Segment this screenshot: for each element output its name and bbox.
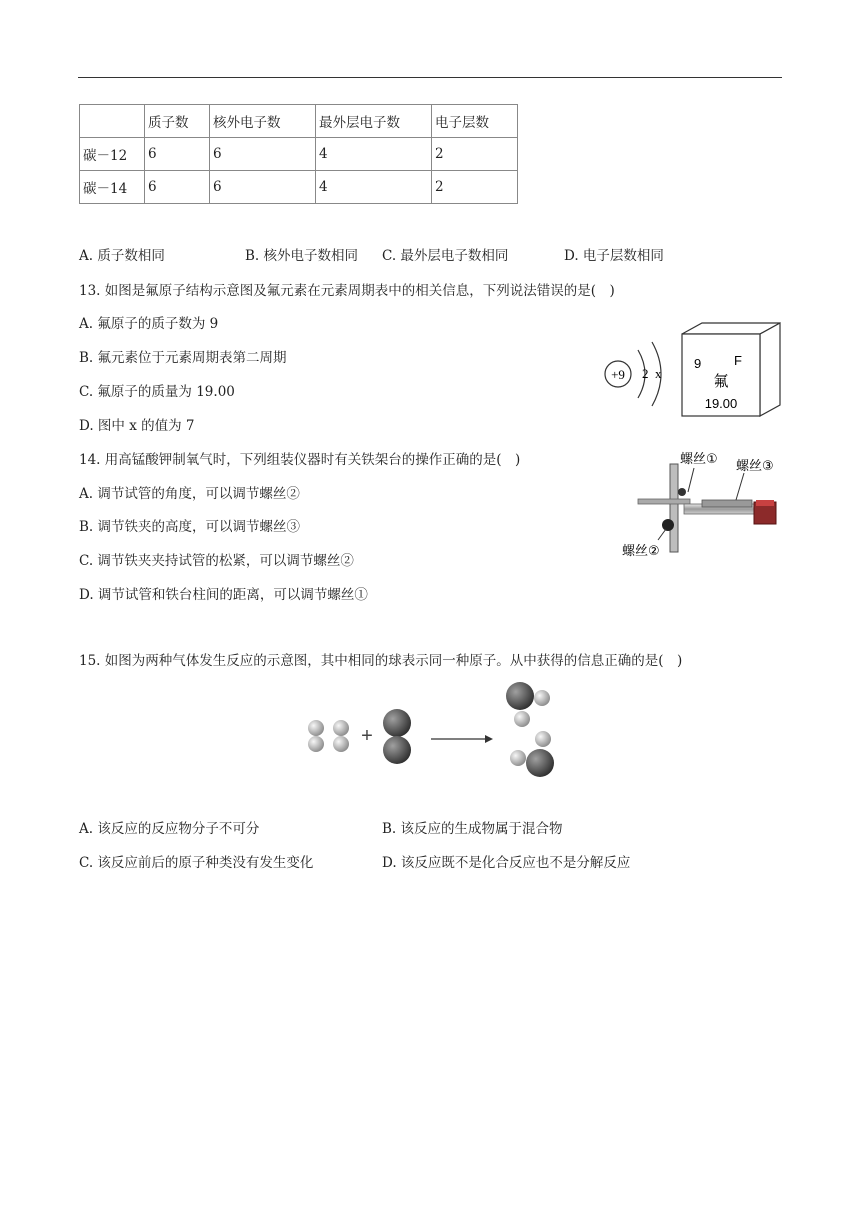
light-atom — [308, 736, 324, 752]
dark-atom — [383, 709, 411, 737]
q15-option-a: A. 该反应的反应物分子不可分 — [79, 821, 260, 837]
reactant-molecule — [333, 720, 349, 752]
table-row — [80, 138, 518, 171]
arrow-head — [485, 735, 493, 743]
screw2-pointer — [658, 529, 666, 540]
q12-option-b: B. 核外电子数相同 — [245, 248, 359, 264]
header-rule — [78, 77, 782, 78]
q13-option-d: D. 图中 x 的值为 7 — [79, 418, 195, 434]
q14-stem: 14. 用高锰酸钾制氧气时，下列组装仪器时有关铁架台的操作正确的是( ) — [79, 452, 521, 468]
light-atom — [333, 736, 349, 752]
periodic-table-cell — [682, 323, 780, 416]
atomic-number: 9 — [694, 356, 702, 371]
light-atom — [534, 690, 550, 706]
table-cell: 6 — [210, 171, 316, 204]
q12-option-a: A. 质子数相同 — [79, 248, 165, 264]
table-cell: 2 — [432, 171, 518, 204]
reactant-molecule — [383, 709, 411, 764]
table-cell: 碳－14 — [80, 171, 145, 204]
light-atom — [535, 731, 551, 747]
q14-option-b: B. 调节铁夹的高度，可以调节螺丝③ — [79, 519, 301, 535]
iron-stand-figure — [618, 448, 788, 564]
cell-side-face — [760, 323, 780, 416]
dark-atom — [506, 682, 534, 710]
q12-option-c: C. 最外层电子数相同 — [382, 248, 509, 264]
stopper-top — [756, 500, 774, 506]
q15-option-c: C. 该反应前后的原子种类没有发生变化 — [79, 855, 314, 871]
screw-knob — [662, 519, 674, 531]
atom-structure-diagram — [605, 342, 662, 406]
clamp-arm — [702, 500, 752, 507]
reaction-diagram — [300, 678, 562, 782]
screw-knob — [678, 488, 686, 496]
screw1-label: 螺丝① — [680, 452, 718, 467]
product-molecule — [510, 731, 554, 777]
fluorine-figure — [598, 320, 788, 420]
q14-option-a: A. 调节试管的角度，可以调节螺丝② — [79, 486, 300, 502]
atomic-mass: 19.00 — [704, 396, 738, 411]
element-symbol: F — [734, 353, 742, 368]
screw3-pointer — [736, 473, 744, 500]
shell-2-electrons: x — [655, 366, 662, 381]
table-cell: 6 — [145, 171, 210, 204]
rod-clamp — [638, 499, 690, 504]
table-cell: 6 — [210, 138, 316, 171]
table-cell: 6 — [145, 138, 210, 171]
q13-option-b: B. 氟元素位于元素周期表第二周期 — [79, 350, 287, 366]
table-header-cell: 核外电子数 — [210, 105, 316, 138]
light-atom — [333, 720, 349, 736]
table-row — [80, 171, 518, 204]
table-header-cell: 质子数 — [145, 105, 210, 138]
stand-rod — [670, 464, 678, 552]
table-cell: 4 — [316, 138, 432, 171]
light-atom — [514, 711, 530, 727]
table-cell: 碳－12 — [80, 138, 145, 171]
q12-option-d: D. 电子层数相同 — [564, 248, 664, 264]
isotope-table — [79, 104, 518, 204]
screw2-label: 螺丝② — [622, 544, 660, 559]
product-molecule — [506, 682, 550, 727]
screw1-pointer — [688, 468, 694, 492]
light-atom — [510, 750, 526, 766]
q14-option-d: D. 调节试管和铁台柱间的距离，可以调节螺丝① — [79, 587, 368, 603]
dark-atom — [526, 749, 554, 777]
q13-option-c: C. 氟原子的质量为 19.00 — [79, 384, 235, 400]
q13-stem: 13. 如图是氟原子结构示意图及氟元素在元素周期表中的相关信息，下列说法错误的是( ) — [79, 283, 615, 299]
plus-sign: + — [361, 725, 373, 747]
table-header-row — [80, 105, 518, 138]
q15-stem: 15. 如图为两种气体发生反应的示意图，其中相同的球表示同一种原子。从中获得的信息正确的是( ) — [79, 653, 683, 669]
table-header-cell: 电子层数 — [432, 105, 518, 138]
table-header-cell: 最外层电子数 — [316, 105, 432, 138]
q13-option-a: A. 氟原子的质子数为 9 — [79, 316, 219, 332]
nucleus-charge: +9 — [611, 367, 625, 382]
q14-option-c: C. 调节铁夹夹持试管的松紧，可以调节螺丝② — [79, 553, 354, 569]
element-name: 氟 — [713, 372, 729, 390]
shell-1-electrons: 2 — [642, 366, 649, 381]
dark-atom — [383, 736, 411, 764]
screw3-label: 螺丝③ — [736, 459, 774, 474]
q15-option-d: D. 该反应既不是化合反应也不是分解反应 — [382, 855, 631, 871]
reactant-molecule — [308, 720, 324, 752]
light-atom — [308, 720, 324, 736]
table-cell: 2 — [432, 138, 518, 171]
table-cell: 4 — [316, 171, 432, 204]
table-header-cell — [80, 105, 145, 138]
q15-option-b: B. 该反应的生成物属于混合物 — [382, 821, 563, 837]
